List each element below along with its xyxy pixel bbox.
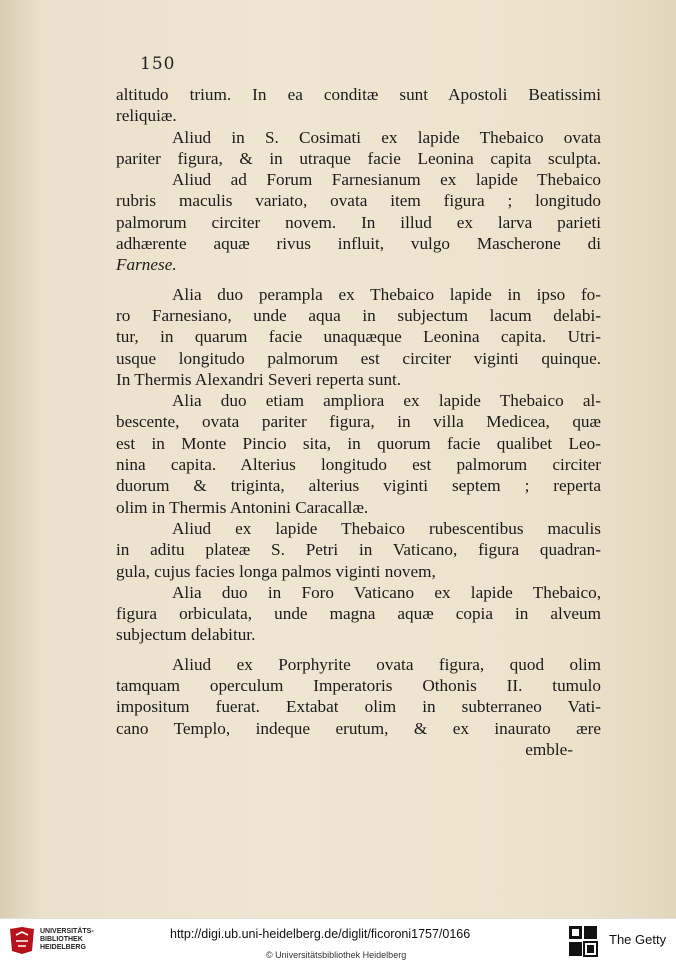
- viewer-footer: [0, 918, 676, 967]
- text-line: subjectum delabitur.: [116, 625, 256, 645]
- text-line: est in Monte Pincio sita, in quorum facie qualibet Leo-: [116, 433, 601, 453]
- text-line: olim in Thermis Antonini Caracallæ.: [116, 497, 369, 517]
- page-text: [116, 84, 601, 760]
- text-line: Alia duo in Foro Vaticano ex lapide Thebaico,: [172, 582, 601, 602]
- text-line: nina capita. Alterius longitudo est palmorum circiter: [116, 455, 601, 475]
- text-line: usque longitudo palmorum est circiter viginti quinque.: [116, 348, 601, 368]
- text-line: figura orbiculata, unde magna aquæ copia in alveum: [116, 604, 601, 624]
- text-line: Farnese.: [116, 255, 177, 275]
- text-line: altitudo trium. In ea conditæ sunt Apostoli Beatissimi: [116, 85, 601, 104]
- text-line: Alia duo etiam ampliora ex lapide Thebaico al-: [172, 391, 601, 411]
- text-line: Aliud ad Forum Farnesianum ex lapide Thebaico: [172, 170, 601, 190]
- source-url-link[interactable]: http://digi.ub.uni-heidelberg.de/diglit/ficoroni1757/0166: [170, 927, 471, 941]
- text-line: In Thermis Alexandri Severi reperta sunt.: [116, 369, 402, 389]
- catchword: emble-: [525, 739, 573, 759]
- text-line: adhærente aquæ rivus influit, vulgo Mascherone di: [116, 234, 601, 254]
- text-line: bescente, ovata pariter figura, in villa Medicea, quæ: [116, 412, 601, 432]
- partner-name: The Getty: [609, 932, 667, 947]
- text-line: impositum fuerat. Extabat olim in subterraneo Vati-: [116, 697, 601, 717]
- text-line: palmorum circiter novem. In illud ex larva parieti: [116, 212, 601, 232]
- text-line: gula, cujus facies longa palmos viginti novem,: [116, 561, 436, 581]
- getty-logo-icon: [568, 925, 598, 957]
- text-line: tamquam operculum Imperatoris Othonis II. tumulo: [116, 676, 601, 696]
- text-line: Aliud ex lapide Thebaico rubescentibus maculis: [172, 518, 601, 538]
- copyright-notice: © Universitätsbibliothek Heidelberg: [266, 950, 407, 960]
- university-seal-icon: [8, 925, 36, 955]
- text-line: in aditu plateæ S. Petri in Vaticano, figura quadran-: [116, 540, 601, 560]
- text-line: Aliud in S. Cosimati ex lapide Thebaico ovata: [172, 127, 601, 147]
- text-line: rubris maculis variato, ovata item figura ; longitudo: [116, 191, 601, 211]
- page-number: 150: [140, 54, 176, 74]
- text-line: cano Templo, indeque erutum, & ex inaurato ære: [116, 718, 601, 738]
- institution-name: UNIVERSITÄTS-BIBLIOTHEK HEIDELBERG: [40, 928, 94, 951]
- text-line: reliquiæ.: [116, 106, 177, 126]
- text-line: Aliud ex Porphyrite ovata figura, quod olim: [172, 654, 601, 674]
- text-line: pariter figura, & in utraque facie Leonina capita sculpta.: [116, 148, 601, 168]
- text-line: duorum & triginta, alterius viginti septem ; reperta: [116, 476, 601, 496]
- text-line: ro Farnesiano, unde aqua in subjectum lacum delabi-: [116, 305, 601, 325]
- text-line: Alia duo perampla ex Thebaico lapide in ipso fo-: [172, 284, 601, 304]
- text-line: tur, in quarum facie unaquæque Leonina capita. Utri-: [116, 327, 601, 347]
